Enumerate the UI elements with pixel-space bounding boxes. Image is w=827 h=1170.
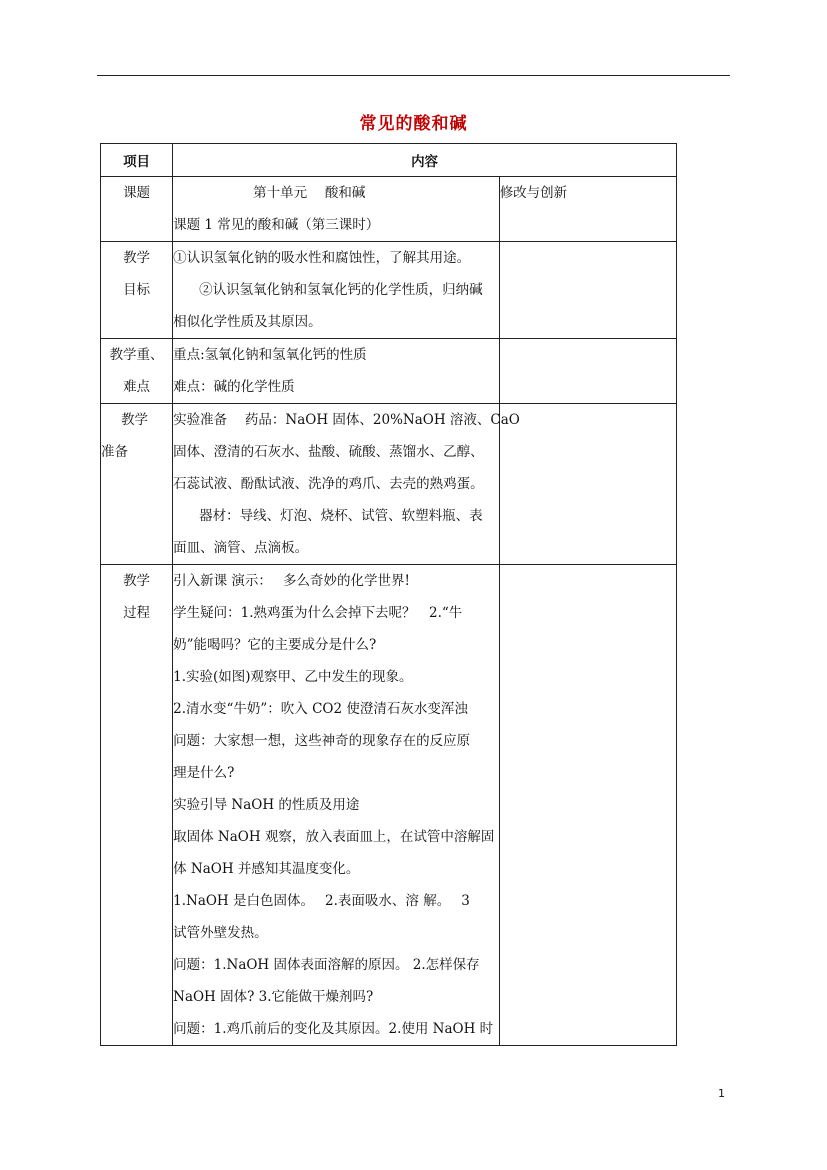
row-content [173,242,500,339]
row-keypoints [101,339,677,404]
content-line: 器材：导线、灯泡、烧杯、试管、软塑料瓶、表 [199,508,483,524]
content-line: 1.实验(如图)观察甲、乙中发生的现象。 [173,669,413,685]
row-label [101,242,173,339]
revision-column: 修改与创新 [499,177,676,242]
content-line: 难点：碱的化学性质 [173,379,295,395]
content-line: 1.NaOH 是白色固体。 2.表面吸水、溶 解。 3 [173,893,470,909]
row-prep [101,404,677,565]
header-rule [97,75,730,76]
content-line: 问题：1.NaOH 固体表面溶解的原因。 2.怎样保存 [173,957,480,973]
row-content [173,404,520,565]
content-line: 第十单元 酸和碱 [253,185,366,201]
label-line: 教学 [123,250,151,266]
content-line: 取固体 NaOH 观察，放入表面皿上，在试管中溶解固 [173,829,495,845]
header-content: 内容 [173,144,677,177]
row-label [101,177,173,242]
row-label [101,339,173,404]
document-title: 常见的酸和碱 [359,114,468,134]
revision-cell [499,242,676,339]
content-line: 固体、澄清的石灰水、盐酸、硫酸、蒸馏水、乙醇、 [173,444,484,460]
content-line: 相似化学性质及其原因。 [173,314,322,330]
row-content [173,339,500,404]
content-line: ②认识氢氧化钠和氢氧化钙的化学性质，归纳碱 [199,282,483,298]
row-label [101,565,173,1046]
content-line: 课题 1 常见的酸和碱（第三课时） [173,217,380,233]
content-line: 重点:氢氧化钠和氢氧化钙的性质 [173,347,367,363]
content-line: 理是什么? [173,765,235,781]
content-line: 体 NaOH 并感知其温度变化。 [173,861,360,877]
label-line: 难点 [123,379,151,395]
content-line: 实验引导 NaOH 的性质及用途 [173,797,360,813]
row-topic [101,177,677,242]
revision-cell [499,339,676,404]
content-line: 问题：1.鸡爪前后的变化及其原因。2.使用 NaOH 时 [173,1021,494,1037]
label-line: 课题 [123,185,151,201]
label-line: 教学重、 [109,347,164,363]
row-process [101,565,677,1046]
content-line: NaOH 固体? 3.它能做干燥剂吗? [173,989,374,1005]
label-line: 目标 [123,282,151,298]
label-line: 准备 [101,444,128,460]
header-item: 项目 [101,144,173,177]
content-line: 实验准备 药品：NaOH 固体、20%NaOH 溶液、CaO [173,412,520,428]
page-number: 1 [718,1087,725,1100]
content-line: 石蕊试液、酚酞试液、洗净的鸡爪、去壳的熟鸡蛋。 [173,476,484,492]
row-content [173,177,500,242]
row-goals [101,242,677,339]
table-header-row [101,144,677,177]
content-line: 面皿、滴管、点滴板。 [173,540,309,556]
content-line: 引入新课 演示： 多么奇妙的化学世界! [173,573,410,589]
content-line: 2.清水变“牛奶”：吹入 CO2 使澄清石灰水变浑浊 [173,701,468,717]
label-line: 过程 [123,605,151,621]
revision-cell [499,404,676,565]
revision-cell [499,565,676,1046]
content-line: 问题：大家想一想，这些神奇的现象存在的反应原 [173,733,471,749]
label-line: 教学 [121,412,148,428]
content-line: ①认识氢氧化钠的吸水性和腐蚀性，了解其用途。 [173,250,471,266]
content-line: 奶”能喝吗？它的主要成分是什么? [173,637,377,653]
row-label [101,404,173,565]
content-line: 试管外壁发热。 [173,925,268,941]
lesson-plan-table [100,143,677,1046]
label-line: 教学 [123,573,151,589]
row-content [173,565,500,1046]
content-line: 学生疑问：1.熟鸡蛋为什么会掉下去呢？ 2.“牛 [173,605,463,621]
